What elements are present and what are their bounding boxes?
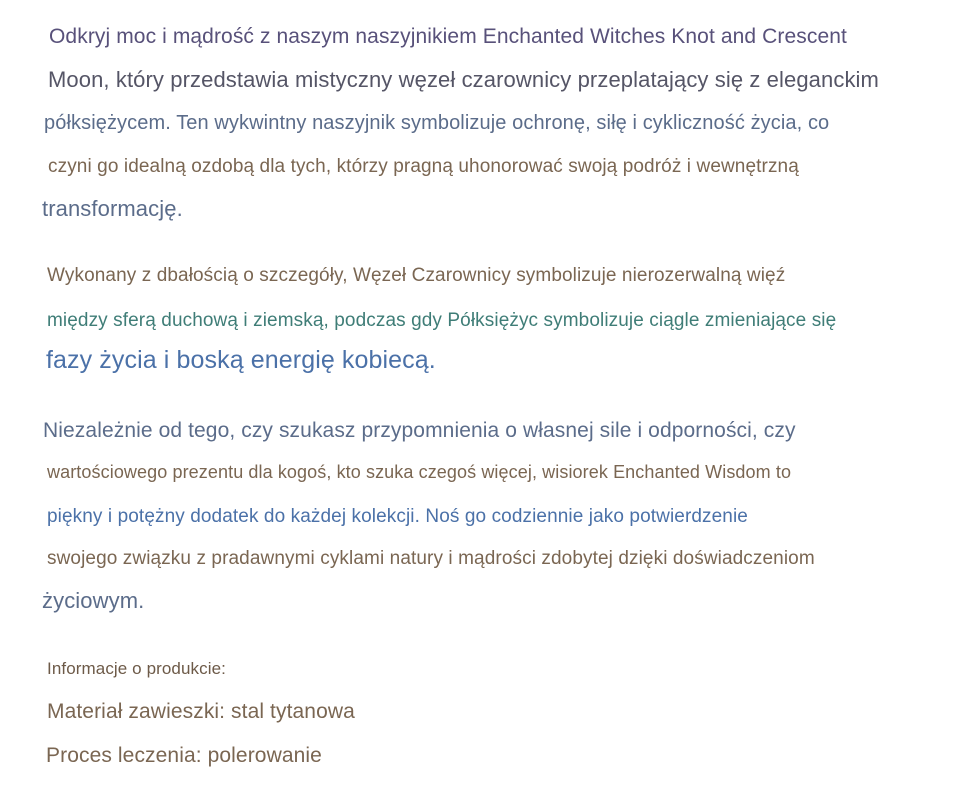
description-p3-line5: życiowym.: [42, 588, 145, 613]
description-p1-line3: półksiężycem. Ten wykwintny naszyjnik symbolizuje ochronę, siłę i cykliczność życia, co: [44, 112, 830, 134]
product-info-process: Proces leczenia: polerowanie: [46, 744, 322, 767]
description-p1-line5: transformację.: [42, 196, 183, 221]
product-info-material: Materiał zawieszki: stal tytanowa: [47, 700, 355, 723]
description-p3-line2: wartościowego prezentu dla kogoś, kto szuka czegoś więcej, wisiorek Enchanted Wisdom to: [47, 462, 792, 482]
description-p3-line3: piękny i potężny dodatek do każdej kolekcji. Noś go codziennie jako potwierdzenie: [47, 506, 748, 527]
description-p3-line1: Niezależnie od tego, czy szukasz przypomnienia o własnej sile i odporności, czy: [43, 419, 796, 442]
description-p1-line4: czyni go idealną ozdobą dla tych, którzy pragną uhonorować swoją podróż i wewnętrzną: [48, 156, 799, 177]
description-p2-line2: między sferą duchową i ziemską, podczas gdy Półksiężyc symbolizuje ciągle zmieniające się: [47, 310, 837, 331]
description-p1-line1: Odkryj moc i mądrość z naszym naszyjnikiem Enchanted Witches Knot and Crescent: [49, 25, 847, 48]
description-p3-line4: swojego związku z pradawnymi cyklami natury i mądrości zdobytej dzięki doświadczeniom: [47, 548, 815, 569]
description-p2-line1: Wykonany z dbałością o szczegóły, Węzeł Czarownicy symbolizuje nierozerwalną więź: [47, 265, 786, 286]
product-info-heading: Informacje o produkcie:: [47, 659, 226, 678]
description-p2-line3: fazy życia i boską energię kobiecą.: [46, 346, 436, 374]
description-p1-line2: Moon, który przedstawia mistyczny węzeł czarownicy przeplatający się z eleganckim: [48, 67, 879, 92]
